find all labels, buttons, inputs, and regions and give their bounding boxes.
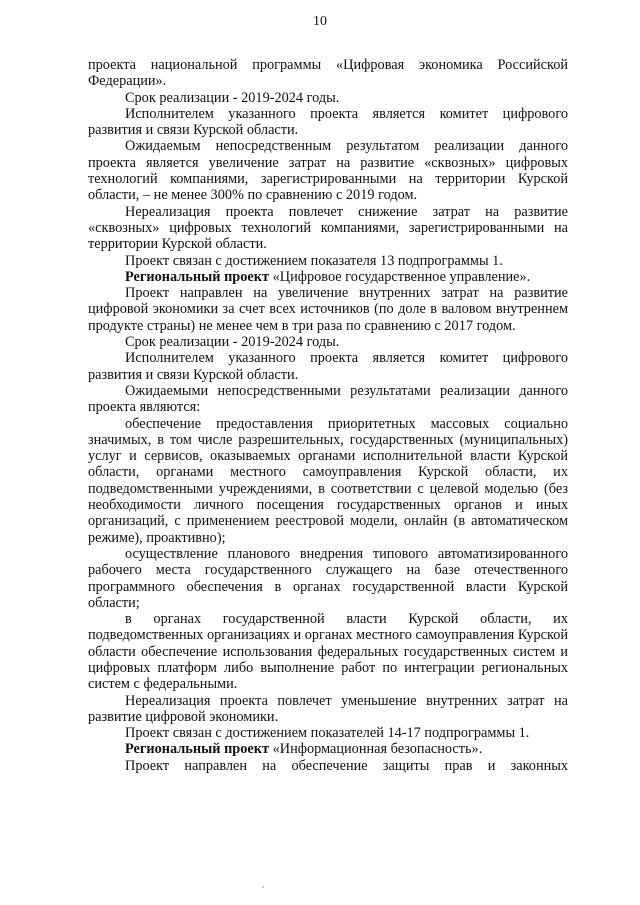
list-paragraph: в органах государственной власти Курской области, их подведомственных организациях и органах местного самоуправления Курской области обеспечение использования федеральных государственных систем и цифровых платформ либо выполнение работ по интеграции региональных систем с федеральными. <box>88 611 568 693</box>
section-heading: Региональный проект <box>125 268 270 285</box>
paragraph: Проект связан с достижением показателей 14-17 подпрограммы 1. <box>125 725 530 742</box>
list-paragraph: осуществление планового внедрения типового автоматизированного рабочего места государственного служащего на базе отечественного программного обеспечения в органах государственной власти Курской области; <box>88 545 568 611</box>
paragraph: проекта национальной программы «Цифровая экономика Российской Федерации». <box>88 57 568 90</box>
section-heading-paragraph <box>88 269 568 285</box>
paragraph: Проект связан с достижением показателя 13 подпрограммы 1. <box>125 252 503 269</box>
paragraph: Проект направлен на увеличение внутренних затрат на развитие цифровой экономики за счет всех источников (по доле в валовом внутреннем продукте страны) не менее чем в три раза по сравнению с 2017 годом. <box>88 285 568 334</box>
paragraph: Срок реализации - 2019-2024 годы. <box>125 334 340 351</box>
page-number: 10 <box>313 14 327 29</box>
paragraph: Нереализация проекта повлечет снижение затрат на развитие «сквозных» цифровых технологий компаниями, зарегистрированными на территории Курской области. <box>88 203 568 253</box>
list-paragraph: обеспечение предоставления приоритетных массовых социально значимых, в том числе разрешительных, государственных (муниципальных) услуг и сервисов, оказываемых органами исполнительной власти Курской области, органами местного самоуправления Курской области, их подведомственными учреждениями, в соответствии с целевой моделью (без необходимости личного посещения государственных органов и иных организаций, с применением реестровой модели, онлайн (в автоматическом режиме), проактивно); <box>88 415 568 546</box>
paragraph: Проект направлен на обеспечение защиты прав и законных <box>125 757 568 774</box>
paragraph: Ожидаемыми непосредственными результатами реализации данного проекта являются: <box>88 382 568 416</box>
paragraph: Нереализация проекта повлечет уменьшение внутренних затрат на развитие цифровой экономики. <box>88 692 568 725</box>
document-body <box>88 57 568 774</box>
paragraph: Срок реализации - 2019-2024 годы. <box>125 89 340 106</box>
paragraph: Исполнителем указанного проекта является комитет цифрового развития и связи Курской области. <box>88 105 568 139</box>
section-heading: Региональный проект <box>125 741 270 758</box>
scan-dot <box>262 886 264 888</box>
paragraph: Ожидаемым непосредственным результатом реализации данного проекта является увеличение затрат на развитие «сквозных» цифровых технологий компаниями, зарегистрированными на территории Курской области, – не менее 300% по сравнению с 2019 годом. <box>88 138 568 204</box>
section-title: «Цифровое государственное управление». <box>269 268 531 285</box>
section-heading-paragraph <box>88 741 568 757</box>
paragraph: Исполнителем указанного проекта является комитет цифрового развития и связи Курской области. <box>88 350 568 383</box>
section-title: «Информационная безопасность». <box>269 741 483 758</box>
